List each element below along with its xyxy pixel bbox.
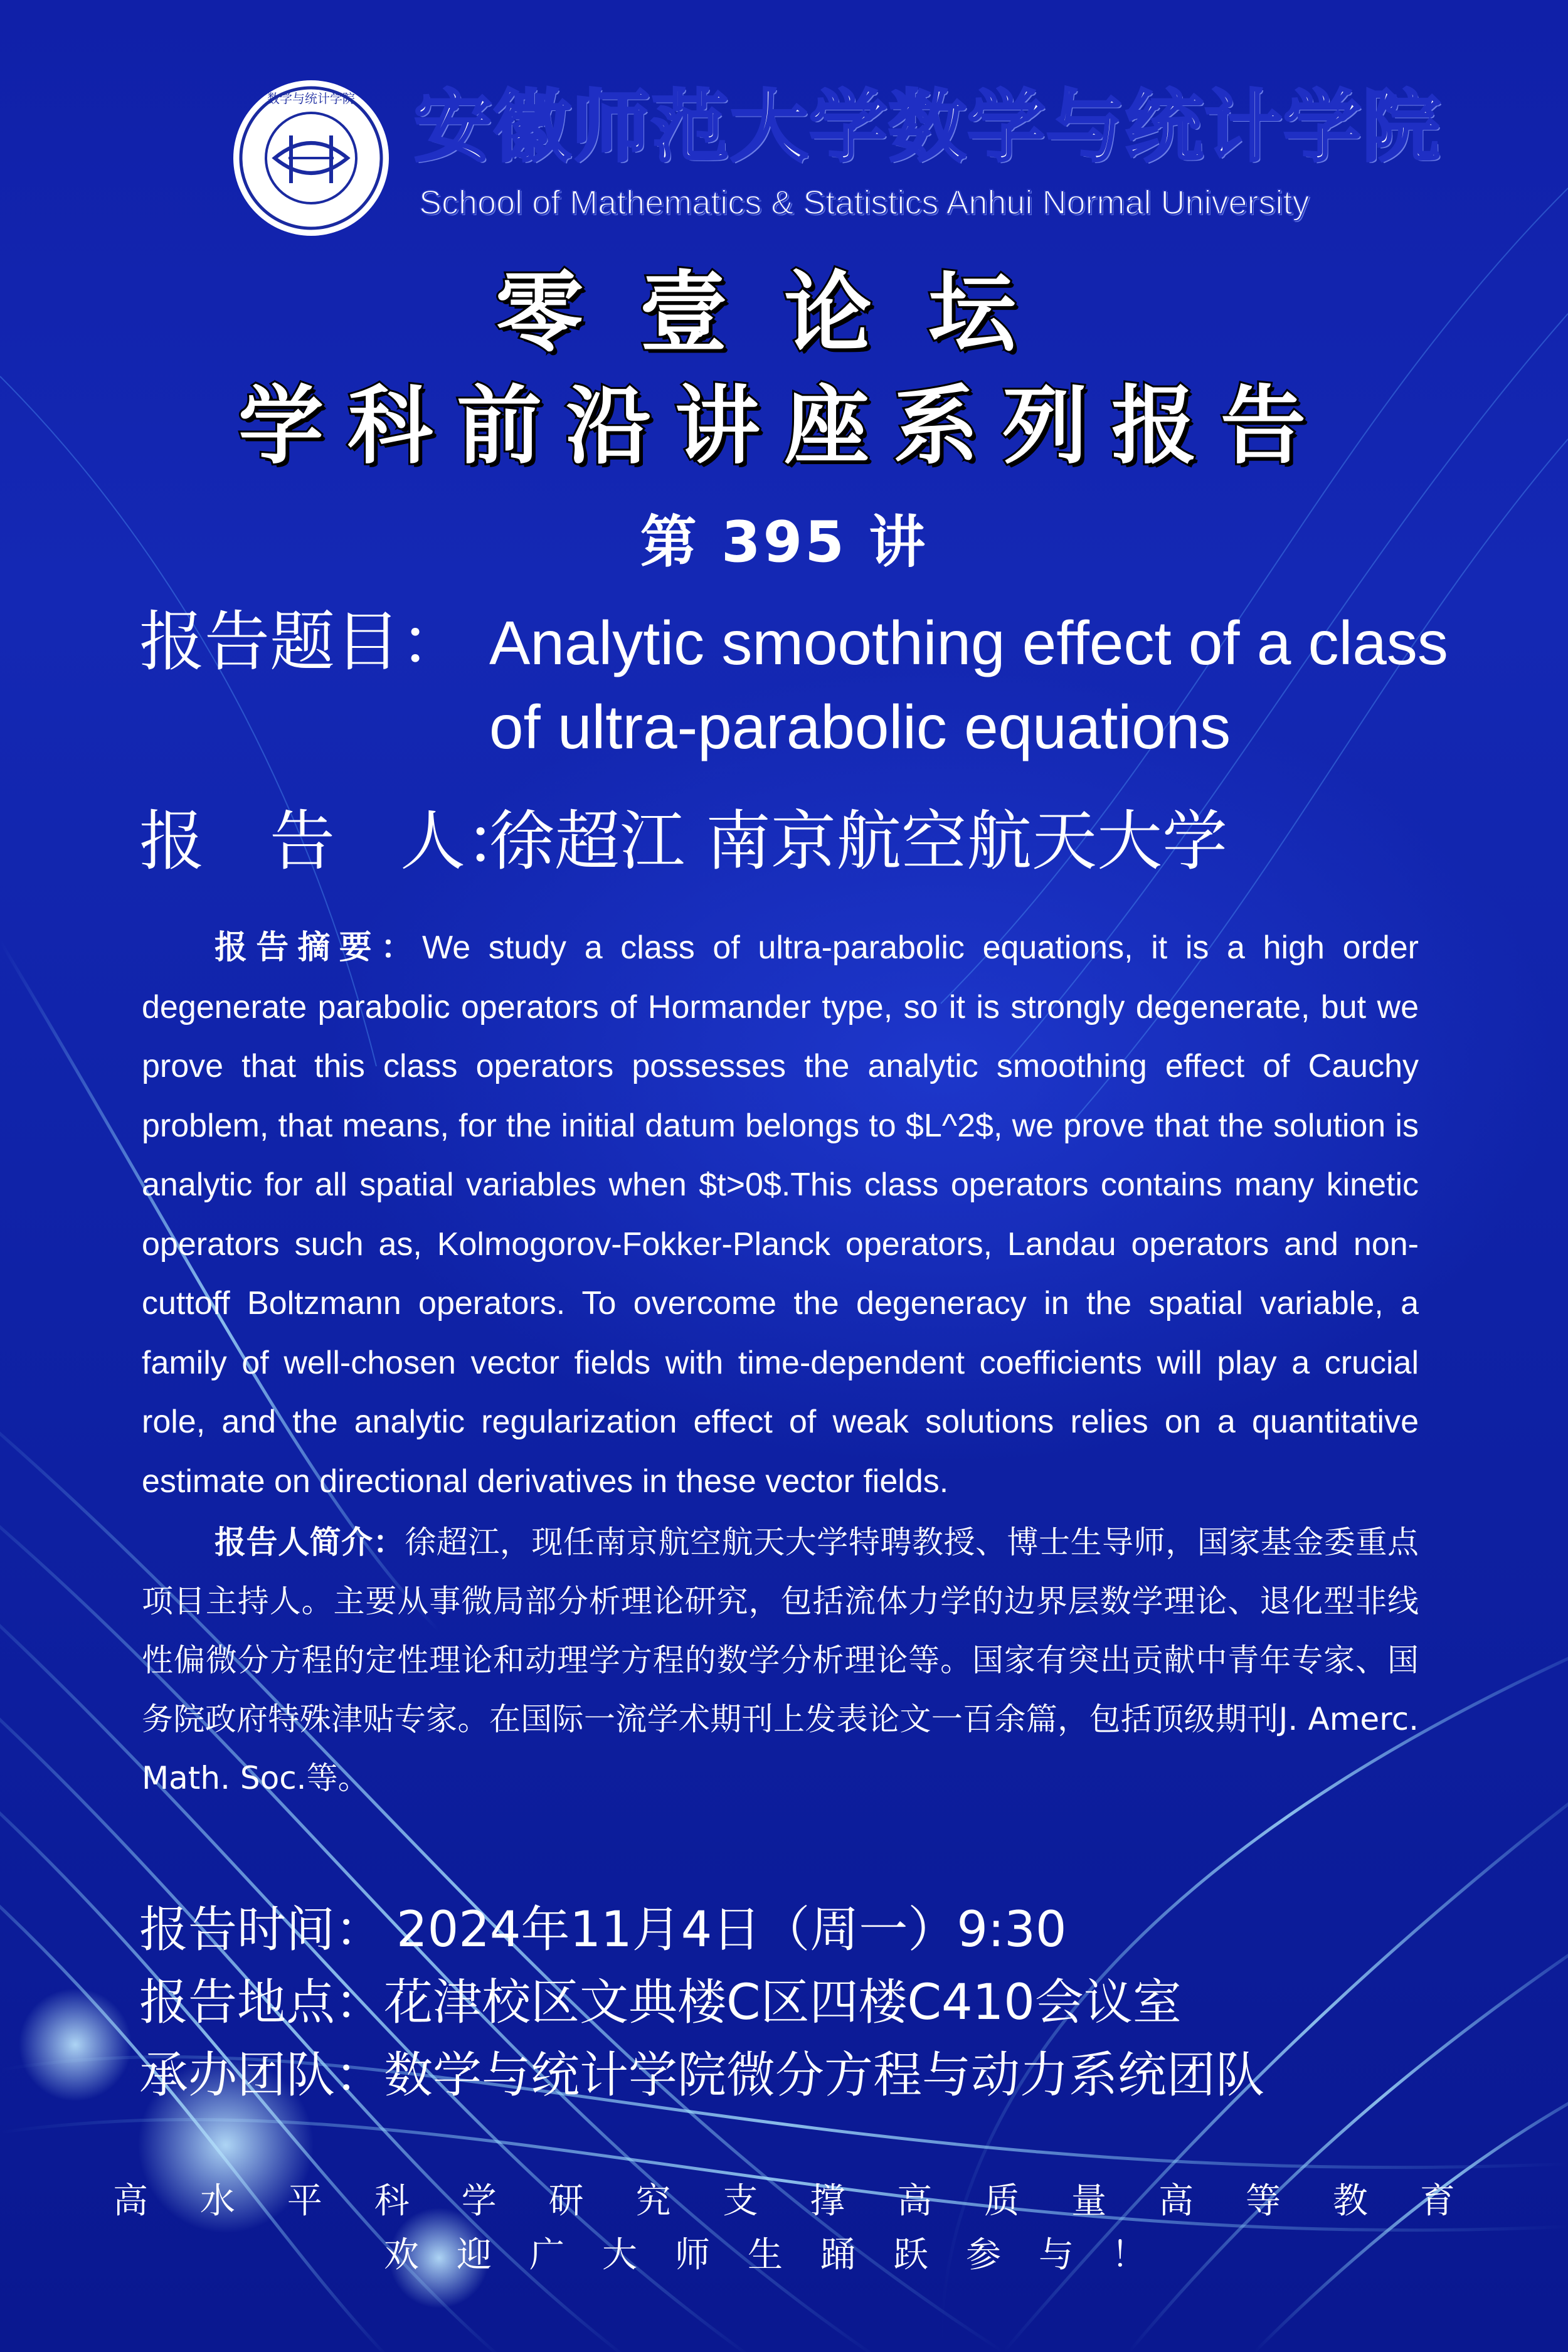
slogan-char: 育 (1419, 2181, 1455, 2222)
topic-title (489, 601, 1455, 769)
slogan-line-1 (113, 2176, 1455, 2227)
speaker-name-affiliation: 徐超江 南京航空航天大学 (489, 803, 1228, 879)
topic-title-line-1: Analytic smoothing effect of a class (489, 608, 1448, 677)
slogan-char: 科 (374, 2181, 410, 2222)
place-label: 报告地点： (139, 1974, 384, 2031)
info-team (139, 2041, 1264, 2110)
slogan-char: 量 (1071, 2181, 1107, 2222)
info-place (139, 1968, 1182, 2037)
topic-label: 报告题目： (139, 603, 466, 680)
topic-title-line-2: of ultra-parabolic equations (489, 692, 1231, 761)
slogan-char: 质 (984, 2181, 1020, 2222)
lecture-number: 第 395 讲 (640, 509, 928, 575)
speaker-bio-paragraph (142, 1513, 1419, 1808)
slogan-char: 究 (635, 2181, 671, 2222)
slogan-char: 研 (548, 2181, 584, 2222)
slogan-char: 平 (287, 2181, 322, 2222)
abstract-text: We study a class of ultra-parabolic equations, it is a high order degenerate parabolic operators of Hormander type, so it is strongly degenerate, but we prove that this class operators possesses the analytic smoothing effect of Cauchy problem, that means, for the initial datum belongs to $L^2$, we prove that the solution is analytic for all spatial variables when $t>0$.This class operators contains many kinetic operators such as, Kolmogorov-Fokker-Planck operators, Landau operators and non-cuttoff Boltzmann operators. To overcome the degeneracy in the spatial variable, a family of well-chosen vector fields with time-dependent coefficients will play a crucial role, and the analytic regularization effect of weak solutions relies on a quantitative estimate on directional derivatives in these vector fields. (142, 930, 1419, 1500)
time-label: 报告时间： (139, 1902, 384, 1958)
slogan-char: 学 (461, 2181, 497, 2222)
slogan-char: 高 (1158, 2181, 1194, 2222)
forum-title: 零壹论坛 (495, 262, 1073, 364)
college-seal-logo (231, 78, 391, 238)
slogan-char: 高 (113, 2181, 148, 2222)
college-name-chinese: 安徽师范大学数学与统计学院 (414, 82, 1442, 172)
slogan-char: 水 (199, 2181, 235, 2222)
abstract-paragraph (142, 918, 1419, 1511)
college-name-english: School of Mathematics & Statistics Anhui Normal University (419, 184, 1310, 221)
time-value: 2024年11月4日（周一）9:30 (396, 1902, 1067, 1958)
svg-text:数学与统计学院: 数学与统计学院 (267, 91, 355, 106)
info-time (139, 1895, 1067, 1964)
slogan-char: 撑 (810, 2181, 845, 2222)
slogan-char: 教 (1332, 2181, 1368, 2222)
slogan-char: 支 (723, 2181, 758, 2222)
team-value: 数学与统计学院微分方程与动力系统团队 (384, 2047, 1265, 2104)
speaker-label: 报 告 人： (139, 803, 531, 879)
place-value: 花津校区文典楼C区四楼C410会议室 (384, 1974, 1182, 2031)
bio-text: 徐超江，现任南京航空航天大学特聘教授、博士生导师，国家基金委重点项目主持人。主要从事微局部分析理论研究，包括流体力学的边界层数学理论、退化型非线性偏微分方程的定性理论和动理学方程的数学分析理论等。国家有突出贡献中青年专家、国务院政府特殊津贴专家。在国际一流学术期刊上发表论文一百余篇，包括顶级期刊J. Amerc. Math. Soc.等。 (142, 1524, 1419, 1796)
bio-label: 报告人简介： (215, 1524, 405, 1560)
slogan-char: 等 (1245, 2181, 1281, 2222)
team-label: 承办团队： (139, 2047, 384, 2104)
lecture-series-title: 学科前沿讲座系列报告 (238, 377, 1330, 476)
abstract-label: 报告摘要： (215, 929, 423, 967)
slogan-char: 高 (897, 2181, 933, 2222)
slogan-line-2: 欢迎广大师生踊跃参与！ (384, 2235, 1184, 2275)
